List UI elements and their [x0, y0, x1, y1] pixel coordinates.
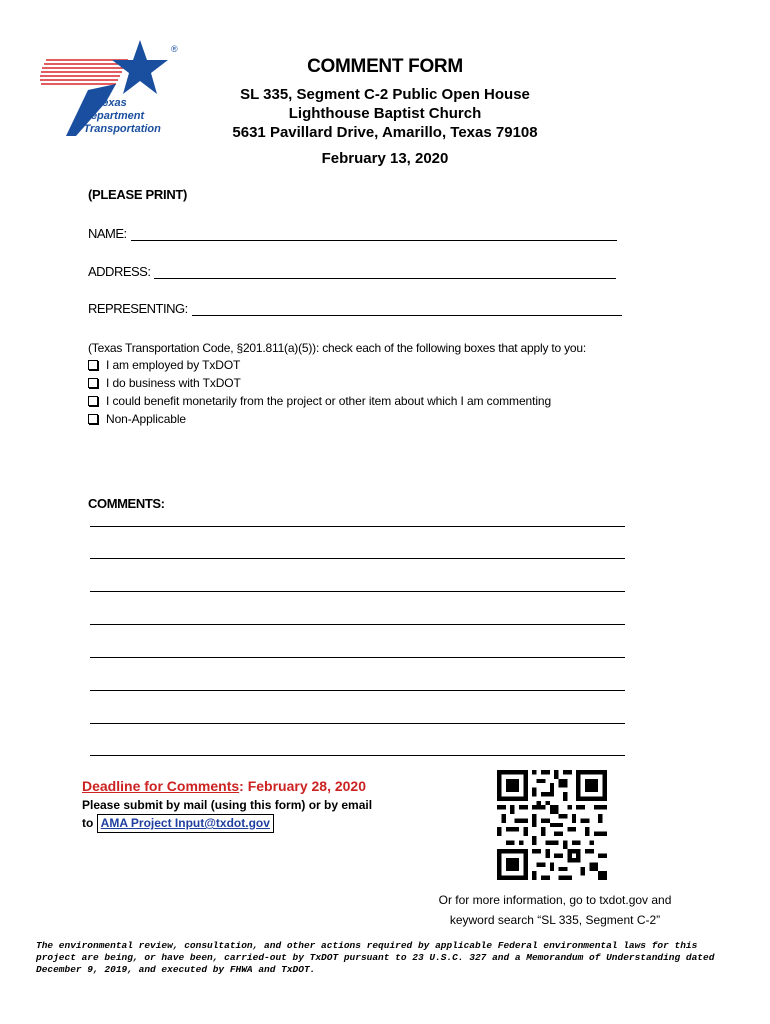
event-date: February 13, 2020 — [321, 150, 449, 167]
more-info-line: Or for more information, go to txdot.gov and — [438, 893, 672, 907]
qr-code[interactable] — [497, 770, 607, 880]
comment-line[interactable] — [90, 755, 625, 756]
address-label: ADDRESS: — [88, 264, 151, 279]
event-name: SL 335, Segment C-2 Public Open House — [240, 86, 530, 103]
address-field[interactable] — [88, 264, 616, 279]
comment-line[interactable] — [90, 690, 625, 691]
deadline-date: February 28, 2020 — [243, 778, 366, 794]
checkbox-icon[interactable] — [88, 396, 98, 406]
deadline-text — [82, 778, 366, 794]
logo-text-texas: Texas — [96, 97, 127, 109]
comment-line[interactable] — [90, 591, 625, 592]
email-link[interactable]: AMA Project Input@txdot.gov — [97, 814, 274, 833]
submit-to: to — [82, 816, 94, 830]
logo-text-department: Department — [83, 110, 145, 122]
representing-line[interactable] — [192, 305, 622, 316]
environmental-disclaimer: The environmental review, consultation, and other actions required by applicable Federal environmental laws for this project are being, or have been, carried-out by TxDOT pursuant to 23 U.S.C. 327 and a Memorandum of Understanding dated December 9, 2019, and executed by FHWA and TxDOT. — [36, 940, 715, 975]
checkbox-employed[interactable] — [88, 356, 551, 374]
name-label: NAME: — [88, 226, 127, 241]
transportation-code-note: (Texas Transportation Code, §201.811(a)(5)): check each of the following boxes that apply to you: — [88, 341, 587, 355]
form-title: COMMENT FORM — [307, 56, 463, 77]
comments-label: COMMENTS: — [88, 496, 165, 511]
name-line[interactable] — [131, 230, 617, 241]
comment-line[interactable] — [90, 657, 625, 658]
submit-instructions — [82, 797, 372, 833]
checkbox-label: I do business with TxDOT — [106, 376, 241, 390]
checkbox-icon[interactable] — [88, 378, 98, 388]
comment-line[interactable] — [90, 558, 625, 559]
comment-line[interactable] — [90, 624, 625, 625]
please-print-note: (PLEASE PRINT) — [88, 187, 188, 202]
txdot-logo — [36, 38, 186, 143]
checkbox-label: I could benefit monetarily from the project or other item about which I am commenting — [106, 394, 552, 408]
checkbox-label: I am employed by TxDOT — [106, 358, 241, 372]
checkbox-benefit[interactable] — [88, 392, 551, 410]
checkbox-list — [88, 356, 551, 428]
more-info — [395, 890, 715, 930]
registered-mark: ® — [171, 44, 178, 54]
more-info-line: keyword search “SL 335, Segment C-2” — [449, 913, 661, 927]
logo-stripes — [40, 60, 128, 84]
logo-text-transportation: of Transportation — [70, 123, 161, 135]
checkbox-icon[interactable] — [88, 414, 98, 424]
deadline-colon: : — [239, 778, 244, 794]
deadline-label: Deadline for Comments — [82, 778, 240, 794]
checkbox-label: Non-Applicable — [106, 412, 186, 426]
venue-address: 5631 Pavillard Drive, Amarillo, Texas 79108 — [232, 124, 538, 141]
checkbox-icon[interactable] — [88, 360, 98, 370]
checkbox-business[interactable] — [88, 374, 551, 392]
submit-line: Please submit by mail (using this form) or by email — [82, 798, 373, 812]
form-header — [180, 56, 590, 142]
checkbox-non-applicable[interactable] — [88, 410, 551, 428]
venue-name: Lighthouse Baptist Church — [288, 105, 482, 122]
comment-line[interactable] — [90, 526, 625, 527]
name-field[interactable] — [88, 226, 617, 241]
representing-field[interactable] — [88, 301, 622, 316]
star-icon — [112, 40, 168, 94]
comment-line[interactable] — [90, 723, 625, 724]
address-line[interactable] — [154, 268, 616, 279]
representing-label: REPRESENTING: — [88, 301, 188, 316]
